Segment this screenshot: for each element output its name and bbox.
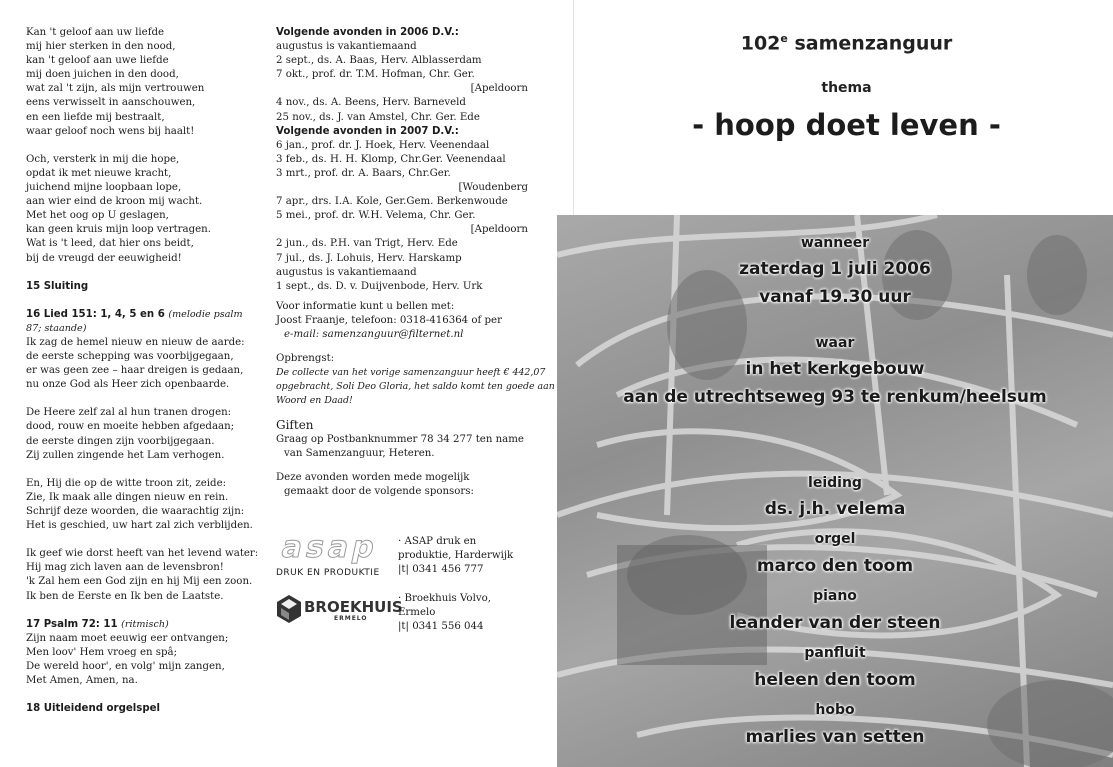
- thema-label: thema: [821, 80, 872, 96]
- psalm-line: De wereld hoor', en volg' mijn zangen,: [26, 660, 225, 672]
- lied-line: [26, 392, 261, 406]
- event-time: vanaf 19.30 uur: [759, 287, 911, 307]
- giften-line: van Samenzanguur, Heteren.: [284, 447, 435, 459]
- panfluit-label: panfluit: [804, 645, 866, 661]
- orgel-label: orgel: [814, 531, 856, 547]
- lied-line: Schrijf deze woorden, die waarachtig zijn:: [26, 506, 245, 517]
- lied-line: De Heere zelf zal al hun tranen drogen:: [26, 407, 232, 419]
- verse-line: mij hier sterken in den nood,: [26, 41, 176, 53]
- lied-line: [26, 463, 261, 477]
- asap-detail-line: · ASAP druk en: [398, 536, 477, 547]
- asap-logo: asap: [278, 530, 382, 565]
- schedule-line: 4 nov., ds. A. Beens, Herv. Barneveld: [276, 97, 466, 109]
- column-left: [26, 26, 261, 767]
- item-15: 15 Sluiting: [26, 280, 89, 292]
- waar-label: waar: [815, 335, 855, 351]
- asap-detail-line: produktie, Harderwijk: [398, 550, 514, 562]
- schedule-line: 1 sept., ds. D. v. Duijvenbode, Herv. Urk: [276, 280, 483, 292]
- item-16-heading: 16 Lied 151: 1, 4, 5 en 6 (melodie psalm 87; staande): [26, 308, 243, 334]
- schedule-line: 5 mei., prof. dr. W.H. Velema, Chr. Ger.: [276, 210, 476, 222]
- giften-text: [276, 433, 546, 461]
- wanneer-label: wanneer: [800, 235, 870, 251]
- hymn-verses: [26, 26, 261, 266]
- schedule-line: [Apeldoorn: [470, 224, 528, 236]
- schedule-line: 6 jan., prof. dr. J. Hoek, Herv. Veenendaal: [276, 139, 490, 151]
- sponsor-line: Deze avonden worden mede mogelijk: [276, 471, 470, 483]
- verse-line: mij doen juichen in den dood,: [26, 69, 179, 81]
- opbrengst-heading: Opbrengst:: [276, 353, 335, 365]
- psalm-line: Zijn naam moet eeuwig eer ontvangen;: [26, 632, 229, 644]
- verse-line: eens verwisselt in aanschouwen,: [26, 97, 196, 109]
- sponsor-intro: [276, 471, 546, 499]
- cover-top: [580, 0, 1113, 215]
- lied-line: Ik zag de hemel nieuw en nieuw de aarde:: [26, 336, 245, 348]
- event-address: aan de utrechtseweg 93 te renkum/heelsum: [623, 387, 1047, 407]
- panfluit-name: heleen den toom: [754, 670, 916, 690]
- event-date: zaterdag 1 juli 2006: [739, 259, 931, 279]
- verse-line: Met het oog op U geslagen,: [26, 210, 169, 222]
- asap-logo-subtitle: DRUK EN PRODUKTIE: [276, 568, 380, 578]
- psalm-line: Men loov' Hem vroeg en spâ;: [26, 646, 178, 658]
- broekhuis-detail-line: |t| 0341 556 044: [398, 621, 484, 633]
- event-title: 102e samenzanguur: [740, 32, 953, 55]
- lied-verses: [26, 336, 261, 604]
- lied-line: Zij zullen zingende het Lam verhogen.: [26, 449, 225, 461]
- verse-line: waar geloof noch wens bij haalt!: [26, 125, 195, 137]
- schedule-line: [Woudenberg: [458, 182, 528, 194]
- schedule-line: 3 mrt., prof. dr. A. Baars, Chr.Ger.: [276, 167, 451, 179]
- piano-name: leander van der steen: [729, 613, 941, 633]
- opbrengst-line: Woord en Daad!: [276, 395, 353, 407]
- schedule-line: [Apeldoorn: [470, 83, 528, 95]
- hobo-name: marlies van setten: [745, 727, 925, 747]
- orgel-name: marco den toom: [756, 556, 914, 576]
- opbrengst-line: opgebracht, Soli Deo Gloria, het saldo komt ten goede aan: [276, 381, 555, 393]
- asap-sponsor: [276, 530, 406, 580]
- piano-label: piano: [813, 588, 857, 604]
- leiding-label: leiding: [808, 475, 862, 491]
- sponsor-line: gemaakt door de volgende sponsors:: [284, 485, 474, 497]
- broekhuis-logo: BROEKHUIS: [304, 598, 403, 616]
- item-16-note: (melodie psalm 87; staande): [26, 308, 243, 334]
- schedule-line: 2 jun., ds. P.H. van Trigt, Herv. Ede: [276, 238, 458, 250]
- event-place: in het kerkgebouw: [745, 359, 925, 379]
- item-18: 18 Uitleidend orgelspel: [26, 703, 161, 715]
- info-line-2: Joost Fraanje, telefoon: 0318-416364 of per: [276, 314, 502, 326]
- verse-line: bij de vreugd der eeuwigheid!: [26, 252, 182, 264]
- broekhuis-detail-line: Ermelo: [398, 607, 436, 619]
- broekhuis-logo-subtitle: ERMELO: [334, 615, 368, 622]
- verse-line: Och, versterk in mij die hope,: [26, 153, 180, 165]
- leiding-name: ds. j.h. velema: [764, 499, 906, 519]
- lied-line: [26, 533, 261, 547]
- lied-line: nu onze God als Heer zich openbaarde.: [26, 379, 230, 391]
- schedule-2006: [276, 40, 546, 125]
- broekhuis-sponsor: [276, 592, 403, 626]
- broekhuis-detail-line: · Broekhuis Volvo,: [398, 593, 491, 604]
- giften-heading: Giften: [276, 418, 314, 433]
- schedule-line: 25 nov., ds. J. van Amstel, Chr. Ger. Ede: [276, 111, 480, 123]
- verse-line: kan 't geloof aan uwe liefde: [26, 55, 169, 67]
- lied-line: 'k Zal hem een God zijn en hij Mij een zoon.: [26, 576, 253, 588]
- verse-line: juichend mijne loopbaan lope,: [26, 182, 182, 194]
- lied-line: En, Hij die op de witte troon zit, zeide:: [26, 477, 227, 489]
- verse-line: [26, 139, 261, 153]
- info-line-1: Voor informatie kunt u bellen met:: [276, 300, 455, 312]
- psalm-line: Met Amen, Amen, na.: [26, 675, 138, 687]
- broekhuis-details: [398, 592, 491, 634]
- verse-line: kan geen kruis mijn loop vertragen.: [26, 224, 211, 236]
- item-17-heading: 17 Psalm 72: 11 (ritmisch): [26, 618, 169, 630]
- schedule-line: 3 feb., ds. H. H. Klomp, Chr.Ger. Veenendaal: [276, 153, 506, 165]
- schedule-line: augustus is vakantiemaand: [276, 266, 417, 278]
- opbrengst-text: [276, 366, 555, 408]
- asap-detail-line: |t| 0341 456 777: [398, 564, 484, 576]
- verse-line: Wat is 't leed, dat hier ons beidt,: [26, 238, 194, 250]
- verse-line: en een liefde mij bestraalt,: [26, 111, 165, 123]
- verse-line: opdat ik met nieuwe kracht,: [26, 167, 172, 179]
- heading-2006: Volgende avonden in 2006 D.V.:: [276, 27, 459, 38]
- column-middle: [276, 26, 555, 767]
- schedule-line: 7 jul., ds. J. Lohuis, Herv. Harskamp: [276, 252, 462, 264]
- lied-line: Hij mag zich laven aan de levensbron!: [26, 562, 224, 574]
- verse-line: Kan 't geloof aan uw liefde: [26, 27, 165, 38]
- schedule-line: 7 apr., drs. I.A. Kole, Ger.Gem. Berkenwoude: [276, 196, 508, 208]
- verse-line: wat zal 't zijn, als mijn vertrouwen: [26, 83, 205, 95]
- info-email: e-mail: samenzanguur@filternet.nl: [284, 328, 464, 340]
- psalm-verses: [26, 632, 261, 688]
- schedule-line: augustus is vakantiemaand: [276, 41, 417, 53]
- lied-line: Het is geschied, uw hart zal zich verblijden.: [26, 520, 253, 532]
- broekhuis-logo-mark: [276, 594, 302, 624]
- lied-line: er was geen zee – haar dreigen is gedaan,: [26, 365, 244, 377]
- lied-line: Ik geef wie dorst heeft van het levend water:: [26, 548, 259, 560]
- lied-line: Ik ben de Eerste en Ik ben de Laatste.: [26, 590, 224, 602]
- schedule-2007: [276, 139, 546, 294]
- schedule-line: 2 sept., ds. A. Baas, Herv. Alblasserdam: [276, 55, 482, 67]
- item-17-note: (ritmisch): [121, 618, 169, 630]
- asap-details: [398, 535, 513, 577]
- giften-line: Graag op Postbanknummer 78 34 277 ten name: [276, 433, 524, 445]
- hobo-label: hobo: [815, 702, 855, 718]
- lied-line: de eerste dingen zijn voorbijgegaan.: [26, 435, 215, 447]
- lied-line: dood, rouw en moeite hebben afgedaan;: [26, 421, 235, 433]
- theme-title: - hoop doet leven -: [692, 108, 1001, 142]
- lied-line: de eerste schepping was voorbijgegaan,: [26, 350, 234, 362]
- stained-glass-photo: [557, 215, 1113, 767]
- opbrengst-line: De collecte van het vorige samenzanguur heeft € 442,07: [276, 367, 546, 379]
- verse-line: aan wier eind de kroon mij wacht.: [26, 196, 203, 208]
- lied-line: Zie, Ik maak alle dingen nieuw en rein.: [26, 491, 229, 503]
- heading-2007: Volgende avonden in 2007 D.V.:: [276, 125, 459, 137]
- schedule-line: 7 okt., prof. dr. T.M. Hofman, Chr. Ger.: [276, 69, 475, 81]
